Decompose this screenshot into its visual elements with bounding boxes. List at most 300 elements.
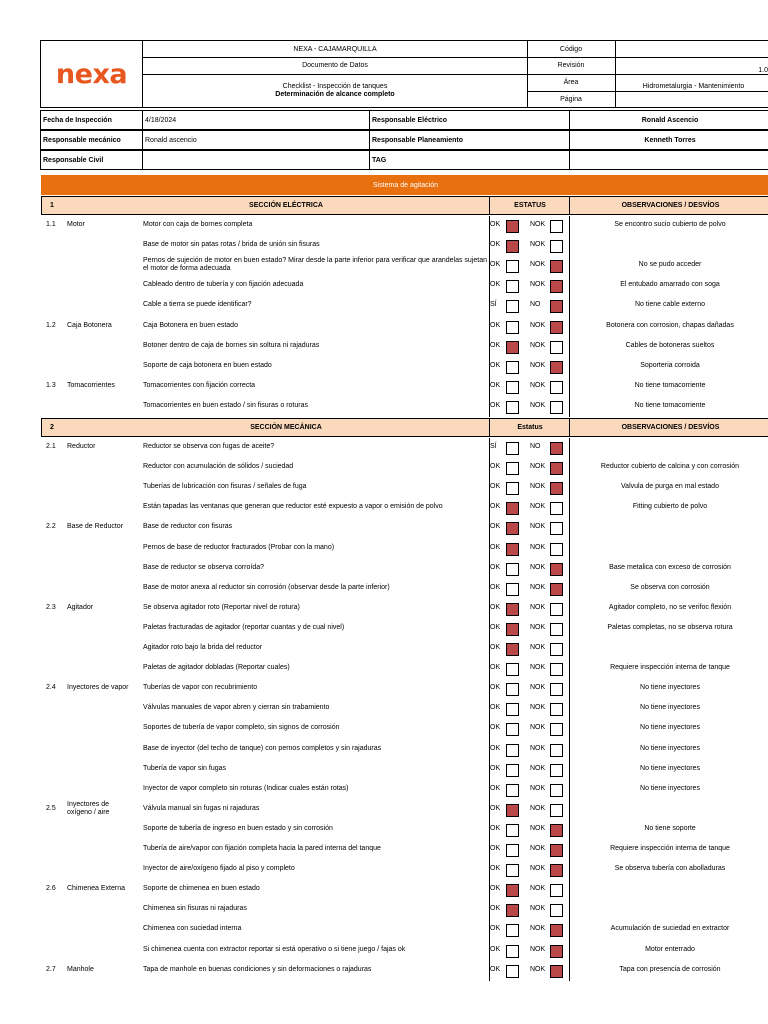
check-item: Soporte de caja botonera en buen estado bbox=[143, 361, 272, 369]
ok-label: OK bbox=[490, 965, 501, 973]
observation: Se observa tubería con abolladuras bbox=[614, 865, 726, 873]
check-item: Válvulas manuales de vapor abren y cierran sin trabamiento bbox=[143, 704, 330, 712]
ok-checkbox[interactable] bbox=[506, 703, 519, 716]
section-title: SECCIÓN MECÁNICA bbox=[250, 424, 322, 431]
ok-label: OK bbox=[490, 845, 501, 852]
check-item: Se observa agitador roto (Reportar nivel de rotura) bbox=[143, 603, 300, 611]
table-row bbox=[41, 256, 768, 276]
ok-checkbox[interactable] bbox=[506, 643, 519, 656]
ok-checkbox[interactable] bbox=[506, 401, 519, 414]
table-row bbox=[41, 760, 768, 780]
ok-label: OK bbox=[490, 804, 501, 812]
nok-label: NOK bbox=[530, 241, 546, 249]
check-item: Cableado dentro de tubería y con fijación adecuada bbox=[143, 281, 304, 289]
observation: Agitador completo, no se verifoc flexión bbox=[608, 603, 732, 611]
resp-mecanico-label: Responsable mecánico bbox=[40, 130, 143, 150]
table-row bbox=[41, 900, 768, 920]
check-item: Caja Botonera en buen estado bbox=[143, 321, 238, 329]
table-row bbox=[41, 397, 768, 417]
nok-label: NOK bbox=[530, 704, 546, 712]
ok-label: OK bbox=[490, 221, 501, 228]
nok-label: NOK bbox=[530, 925, 546, 933]
table-row bbox=[41, 498, 768, 518]
nok-label: NOK bbox=[530, 543, 546, 551]
nok-label: NOK bbox=[530, 523, 546, 531]
check-item: Tubería de vapor sin fugas bbox=[143, 764, 227, 772]
ok-checkbox[interactable] bbox=[506, 321, 519, 334]
ok-checkbox[interactable] bbox=[506, 804, 519, 817]
check-item: Tuberías de lubricación con fisuras / señales de fuga bbox=[143, 483, 307, 491]
section-number: 2 bbox=[50, 424, 54, 431]
table-row bbox=[41, 559, 768, 579]
nok-label: NOK bbox=[530, 563, 546, 571]
nexa-logo: nexa bbox=[55, 58, 128, 90]
observation: Tapa con presencia de corrosión bbox=[619, 965, 721, 973]
table-row bbox=[41, 478, 768, 498]
observation: Motor enterrado bbox=[645, 945, 695, 953]
nok-checkbox[interactable] bbox=[550, 663, 563, 676]
observation: No tiene inyectores bbox=[640, 704, 700, 712]
check-item: Paletas fracturadas de agitador (reportar cuantas y de cual nivel) bbox=[143, 623, 345, 631]
nok-label: NOK bbox=[530, 381, 546, 389]
nok-label: NOK bbox=[530, 644, 546, 651]
document-type: Documento de Datos bbox=[302, 62, 368, 69]
observation: No tiene inyectores bbox=[640, 744, 700, 752]
nok-checkbox[interactable] bbox=[550, 482, 563, 495]
item-number: 2.5 bbox=[46, 804, 56, 812]
ok-label: OK bbox=[490, 523, 501, 531]
ok-label: OK bbox=[490, 583, 501, 591]
nok-label: NOK bbox=[530, 623, 546, 631]
nok-checkbox[interactable] bbox=[550, 824, 563, 837]
observation: Valvula de purga en mal estado bbox=[621, 483, 719, 491]
check-item: Base de motor sin patas rotas / brida de unión sin fisuras bbox=[143, 241, 320, 249]
ok-checkbox[interactable] bbox=[506, 563, 519, 576]
nok-label: NOK bbox=[530, 885, 546, 893]
table-row bbox=[41, 458, 768, 478]
check-item: Inyector de aire/oxígeno fijado al piso y completo bbox=[143, 865, 295, 873]
observation: Requiere inspección interna de tanque bbox=[610, 664, 730, 672]
item-group: Chimenea Externa bbox=[67, 885, 125, 893]
check-item: Válvula manual sin fugas ni rajaduras bbox=[143, 804, 260, 812]
table-row bbox=[41, 639, 768, 659]
item-number: 2.7 bbox=[46, 965, 56, 973]
ok-checkbox[interactable] bbox=[506, 240, 519, 253]
check-item: Tubería de aire/vapor con fijación completa hacia la pared interna del tanque bbox=[143, 845, 381, 852]
ok-checkbox[interactable] bbox=[506, 824, 519, 837]
nok-checkbox[interactable] bbox=[550, 924, 563, 937]
ok-label: OK bbox=[490, 281, 501, 289]
nok-label: NOK bbox=[530, 321, 546, 329]
ok-checkbox[interactable] bbox=[506, 663, 519, 676]
check-item: Tapa de manhole en buenas condiciones y sin deformaciones o rajaduras bbox=[143, 965, 372, 973]
ok-label: OK bbox=[490, 865, 501, 873]
check-item: Soportes de tubería de vapor completo, sin signos de corrosión bbox=[143, 724, 340, 732]
resp-electrico-value: Ronald Ascencio bbox=[569, 110, 768, 130]
check-item: Botoner dentro de caja de bornes sin soltura ni rajaduras bbox=[143, 341, 320, 349]
check-item: Tomacorrientes con fijación correcta bbox=[143, 381, 256, 389]
table-row bbox=[41, 377, 768, 397]
check-item: Agitador roto bajo la brida del reductor bbox=[143, 644, 263, 651]
nok-label: NOK bbox=[530, 603, 546, 611]
observation: No tiene soporte bbox=[644, 824, 696, 832]
column-divider bbox=[489, 216, 490, 417]
codigo-label: Código bbox=[559, 46, 583, 53]
observation: Paletas completas, no se observa rotura bbox=[607, 623, 733, 631]
section-header bbox=[41, 196, 768, 215]
nok-checkbox[interactable] bbox=[550, 442, 563, 455]
divider bbox=[569, 197, 570, 214]
nok-checkbox[interactable] bbox=[550, 321, 563, 334]
nok-checkbox[interactable] bbox=[550, 864, 563, 877]
observation: Requiere inspección interna de tanque bbox=[610, 845, 730, 852]
nok-checkbox[interactable] bbox=[550, 904, 563, 917]
observation: No tiene inyectores bbox=[640, 684, 700, 692]
nok-label: NOK bbox=[530, 965, 546, 973]
nok-label: NOK bbox=[530, 401, 546, 409]
nok-checkbox[interactable] bbox=[550, 401, 563, 414]
check-item: Base de reductor se observa corroída? bbox=[143, 563, 265, 571]
ok-label: OK bbox=[490, 241, 501, 249]
item-group: Inyectores de vapor bbox=[67, 684, 129, 692]
item-group: Caja Botonera bbox=[67, 321, 112, 329]
item-number: 1.1 bbox=[46, 221, 56, 228]
table-row bbox=[41, 539, 768, 559]
ok-label: OK bbox=[490, 563, 501, 571]
ok-checkbox[interactable] bbox=[506, 623, 519, 636]
ok-label: OK bbox=[490, 543, 501, 551]
table-row bbox=[41, 820, 768, 840]
table-row bbox=[41, 317, 768, 337]
company-name: NEXA - CAJAMARQUILLA bbox=[293, 46, 377, 53]
ok-checkbox[interactable] bbox=[506, 462, 519, 475]
check-item: Pernos de base de reductor fracturados (Probar con la mano) bbox=[143, 543, 335, 551]
check-item: Inyector de vapor completo sin roturas (Indicar cuales están rotas) bbox=[143, 784, 349, 792]
observations-header: OBSERVACIONES / DESVÍOS bbox=[621, 202, 720, 209]
ok-checkbox[interactable] bbox=[506, 502, 519, 515]
ok-label: OK bbox=[490, 623, 501, 631]
ok-label: OK bbox=[490, 945, 501, 953]
ok-checkbox[interactable] bbox=[506, 280, 519, 293]
nok-checkbox[interactable] bbox=[550, 945, 563, 958]
item-number: 2.4 bbox=[46, 684, 56, 692]
check-item: Están tapadas las ventanas que generan que reductor esté expuesto a vapor o emisión de polvo bbox=[143, 503, 443, 511]
nok-label: NOK bbox=[530, 664, 546, 672]
nok-checkbox[interactable] bbox=[550, 220, 563, 233]
check-item: Reductor se observa con fugas de aceite? bbox=[143, 443, 275, 450]
table-row bbox=[41, 941, 768, 961]
observation: Botonera con corrosion, chapas dañadas bbox=[606, 321, 734, 329]
nok-checkbox[interactable] bbox=[550, 643, 563, 656]
pagina-label: Página bbox=[560, 96, 582, 103]
check-item: Chimenea con suciedad interna bbox=[143, 925, 242, 933]
check-item: Paletas de agitador dobladas (Reportar cuales) bbox=[143, 664, 290, 672]
observation: Se observa con corrosión bbox=[630, 583, 710, 591]
nok-checkbox[interactable] bbox=[550, 965, 563, 978]
observation: No tiene inyectores bbox=[640, 724, 700, 732]
nok-label: NOK bbox=[530, 583, 546, 591]
check-item: Pernos de sujeción de motor en buen estado? Mirar desde la parte inferior para verificar que arandelas sujetan el motor de forma adecuada bbox=[143, 257, 487, 273]
ok-checkbox[interactable] bbox=[506, 442, 519, 455]
ok-checkbox[interactable] bbox=[506, 723, 519, 736]
check-item: Tomacorrientes en buen estado / sin fisuras o roturas bbox=[143, 401, 308, 409]
check-item: Chimenea sin fisuras ni rajaduras bbox=[143, 905, 247, 913]
nok-checkbox[interactable] bbox=[550, 300, 563, 313]
revision-value: 1.0 bbox=[758, 67, 768, 74]
nok-checkbox[interactable] bbox=[550, 764, 563, 777]
ok-checkbox[interactable] bbox=[506, 260, 519, 273]
table-row bbox=[41, 337, 768, 357]
table-row bbox=[41, 579, 768, 599]
divider bbox=[489, 197, 490, 214]
table-row bbox=[41, 659, 768, 679]
table-row bbox=[41, 800, 768, 820]
area-label: Área bbox=[563, 79, 579, 86]
ok-checkbox[interactable] bbox=[506, 784, 519, 797]
table-row bbox=[41, 679, 768, 699]
table-row bbox=[41, 780, 768, 800]
item-number: 1.3 bbox=[46, 381, 56, 389]
nok-label: NOK bbox=[530, 281, 546, 289]
nok-label: NOK bbox=[530, 945, 546, 953]
ok-checkbox[interactable] bbox=[506, 522, 519, 535]
observation: No tiene inyectores bbox=[640, 764, 700, 772]
nok-label: NO bbox=[530, 301, 541, 309]
check-item: Cable a tierra se puede identificar? bbox=[143, 301, 252, 309]
fecha-value: 4/18/2024 bbox=[142, 110, 370, 130]
ok-label: OK bbox=[490, 644, 501, 651]
observation: No tiene cable externo bbox=[634, 301, 706, 309]
ok-checkbox[interactable] bbox=[506, 744, 519, 757]
nok-label: NOK bbox=[530, 483, 546, 491]
item-group: Inyectores de oxígeno / aire bbox=[67, 800, 110, 816]
observation: No se pudo acceder bbox=[638, 261, 702, 269]
observation: Acumulación de suciedad en extractor bbox=[610, 925, 730, 933]
nok-label: NOK bbox=[530, 845, 546, 852]
ok-checkbox[interactable] bbox=[506, 864, 519, 877]
resp-civil-label: Responsable Civil bbox=[40, 150, 143, 170]
nok-checkbox[interactable] bbox=[550, 240, 563, 253]
logo bbox=[41, 41, 143, 107]
ok-label: OK bbox=[490, 744, 501, 752]
ok-label: OK bbox=[490, 824, 501, 832]
observation: El entubado amarrado con soga bbox=[620, 281, 720, 289]
observation: Reductor cubierto de calcina y con corrosión bbox=[600, 463, 740, 471]
ok-label: SÍ bbox=[490, 301, 497, 309]
table-row bbox=[41, 619, 768, 639]
ok-checkbox[interactable] bbox=[506, 945, 519, 958]
ok-label: OK bbox=[490, 381, 501, 389]
fecha-label: Fecha de Inspección bbox=[40, 110, 143, 130]
nok-label: NOK bbox=[530, 463, 546, 471]
ok-label: OK bbox=[490, 724, 501, 732]
ok-label: OK bbox=[490, 401, 501, 409]
nok-label: NOK bbox=[530, 865, 546, 873]
ok-checkbox[interactable] bbox=[506, 341, 519, 354]
resp-planeamiento-value: Kenneth Torres bbox=[569, 130, 768, 150]
observation: Fitting cubierto de polvo bbox=[632, 503, 708, 511]
resp-planeamiento-label: Responsable Planeamiento bbox=[369, 130, 570, 150]
nok-checkbox[interactable] bbox=[550, 381, 563, 394]
ok-checkbox[interactable] bbox=[506, 924, 519, 937]
ok-label: OK bbox=[490, 261, 501, 269]
ok-label: OK bbox=[490, 764, 501, 772]
table-row bbox=[41, 357, 768, 377]
ok-checkbox[interactable] bbox=[506, 603, 519, 616]
area-value: Hidrometalurgia - Mantenimiento bbox=[642, 83, 745, 90]
nok-label: NOK bbox=[530, 261, 546, 269]
divider bbox=[569, 419, 570, 436]
table-row bbox=[41, 961, 768, 981]
column-divider bbox=[569, 438, 570, 981]
nok-label: NOK bbox=[530, 804, 546, 812]
ok-label: OK bbox=[490, 341, 501, 349]
system-title-bar: Sistema de agitación bbox=[41, 175, 768, 195]
check-item: Soporte de tubería de ingreso en buen estado y sin corrosión bbox=[143, 824, 333, 832]
nok-checkbox[interactable] bbox=[550, 462, 563, 475]
status-header: ESTATUS bbox=[514, 202, 546, 209]
item-group: Manhole bbox=[67, 965, 94, 973]
ok-checkbox[interactable] bbox=[506, 361, 519, 374]
table-row bbox=[41, 518, 768, 538]
checklist-subtitle: Determinación de alcance completo bbox=[275, 91, 395, 98]
ok-checkbox[interactable] bbox=[506, 965, 519, 978]
check-item: Si chimenea cuenta con extractor reportar si está operativo o si tiene juego / fajas ok bbox=[143, 945, 406, 953]
table-row bbox=[41, 216, 768, 236]
status-header: Estatus bbox=[517, 424, 543, 431]
ok-label: OK bbox=[490, 684, 501, 692]
item-group: Tomacorrientes bbox=[67, 381, 115, 389]
observation: No tiene tomacorriente bbox=[634, 381, 706, 389]
nok-checkbox[interactable] bbox=[550, 563, 563, 576]
item-group: Reductor bbox=[67, 443, 96, 450]
item-number: 2.3 bbox=[46, 603, 56, 611]
nok-checkbox[interactable] bbox=[550, 844, 563, 857]
ok-label: OK bbox=[490, 885, 501, 893]
check-item: Base de motor anexa al reductor sin corrosión (observar desde la parte inferior) bbox=[143, 583, 390, 591]
nok-label: NOK bbox=[530, 724, 546, 732]
nok-checkbox[interactable] bbox=[550, 703, 563, 716]
ok-label: OK bbox=[490, 603, 501, 611]
nok-checkbox[interactable] bbox=[550, 723, 563, 736]
nok-label: NOK bbox=[530, 341, 546, 349]
ok-checkbox[interactable] bbox=[506, 904, 519, 917]
resp-electrico-label: Responsable Eléctrico bbox=[369, 110, 570, 130]
nok-label: NOK bbox=[530, 361, 546, 369]
checklist-title: Checklist - Inspección de tanques bbox=[282, 83, 388, 90]
table-row bbox=[41, 276, 768, 296]
ok-label: OK bbox=[490, 664, 501, 672]
ok-label: OK bbox=[490, 503, 501, 511]
column-divider bbox=[489, 438, 490, 981]
ok-label: SÍ bbox=[490, 443, 497, 450]
section-header bbox=[41, 418, 768, 437]
nok-checkbox[interactable] bbox=[550, 623, 563, 636]
nok-label: NOK bbox=[530, 503, 546, 511]
nok-checkbox[interactable] bbox=[550, 603, 563, 616]
observation: Cables de botoneras sueltos bbox=[625, 341, 715, 349]
observation: Se encontro sucio cubierto de polvo bbox=[614, 221, 726, 228]
observations-header: OBSERVACIONES / DESVÍOS bbox=[621, 424, 720, 431]
ok-checkbox[interactable] bbox=[506, 482, 519, 495]
item-group: Base de Reductor bbox=[67, 523, 124, 531]
document-header bbox=[40, 40, 768, 108]
revision-label: Revisión bbox=[557, 62, 585, 69]
nok-checkbox[interactable] bbox=[550, 683, 563, 696]
nok-checkbox[interactable] bbox=[550, 522, 563, 535]
ok-checkbox[interactable] bbox=[506, 683, 519, 696]
ok-checkbox[interactable] bbox=[506, 764, 519, 777]
nok-checkbox[interactable] bbox=[550, 884, 563, 897]
nok-checkbox[interactable] bbox=[550, 784, 563, 797]
nok-checkbox[interactable] bbox=[550, 543, 563, 556]
nok-checkbox[interactable] bbox=[550, 280, 563, 293]
ok-checkbox[interactable] bbox=[506, 300, 519, 313]
nok-checkbox[interactable] bbox=[550, 804, 563, 817]
ok-checkbox[interactable] bbox=[506, 884, 519, 897]
nok-label: NOK bbox=[530, 684, 546, 692]
nok-checkbox[interactable] bbox=[550, 502, 563, 515]
observation: No tiene inyectores bbox=[640, 784, 700, 792]
ok-checkbox[interactable] bbox=[506, 583, 519, 596]
observation: No tiene tomacorriente bbox=[634, 401, 706, 409]
section-number: 1 bbox=[50, 202, 54, 209]
column-divider bbox=[569, 216, 570, 417]
item-group: Agitador bbox=[67, 603, 94, 611]
check-item: Base de reductor con fisuras bbox=[143, 523, 233, 531]
nok-label: NOK bbox=[530, 784, 546, 792]
item-number: 1.2 bbox=[46, 321, 56, 329]
nok-checkbox[interactable] bbox=[550, 583, 563, 596]
ok-label: OK bbox=[490, 925, 501, 933]
nok-checkbox[interactable] bbox=[550, 341, 563, 354]
table-row bbox=[41, 599, 768, 619]
nok-checkbox[interactable] bbox=[550, 361, 563, 374]
nok-label: NOK bbox=[530, 221, 546, 228]
item-number: 2.6 bbox=[46, 885, 56, 893]
nok-label: NO bbox=[530, 443, 541, 450]
table-row bbox=[41, 236, 768, 256]
nok-label: NOK bbox=[530, 744, 546, 752]
section-title: SECCIÓN ELÉCTRICA bbox=[249, 202, 323, 209]
table-row bbox=[41, 740, 768, 760]
tag-value bbox=[569, 150, 768, 170]
inspection-info bbox=[40, 110, 768, 170]
resp-civil-value bbox=[142, 150, 370, 170]
ok-label: OK bbox=[490, 321, 501, 329]
ok-checkbox[interactable] bbox=[506, 844, 519, 857]
check-item: Motor con caja de bornes completa bbox=[143, 221, 253, 228]
check-item: Tuberías de vapor con recubrimiento bbox=[143, 684, 258, 692]
check-item: Soporte de chimenea en buen estado bbox=[143, 885, 260, 893]
resp-mecanico-value: Ronald ascencio bbox=[142, 130, 370, 150]
divider bbox=[489, 419, 490, 436]
ok-checkbox[interactable] bbox=[506, 220, 519, 233]
ok-label: OK bbox=[490, 463, 501, 471]
check-item: Base de inyector (del techo de tanque) con pernos completos y sin rajaduras bbox=[143, 744, 382, 752]
table-row bbox=[41, 860, 768, 880]
nok-checkbox[interactable] bbox=[550, 260, 563, 273]
table-row bbox=[41, 719, 768, 739]
table-row bbox=[41, 296, 768, 316]
ok-label: OK bbox=[490, 361, 501, 369]
ok-label: OK bbox=[490, 784, 501, 792]
ok-checkbox[interactable] bbox=[506, 543, 519, 556]
ok-checkbox[interactable] bbox=[506, 381, 519, 394]
ok-label: OK bbox=[490, 483, 501, 491]
nok-checkbox[interactable] bbox=[550, 744, 563, 757]
item-group: Motor bbox=[67, 221, 85, 228]
